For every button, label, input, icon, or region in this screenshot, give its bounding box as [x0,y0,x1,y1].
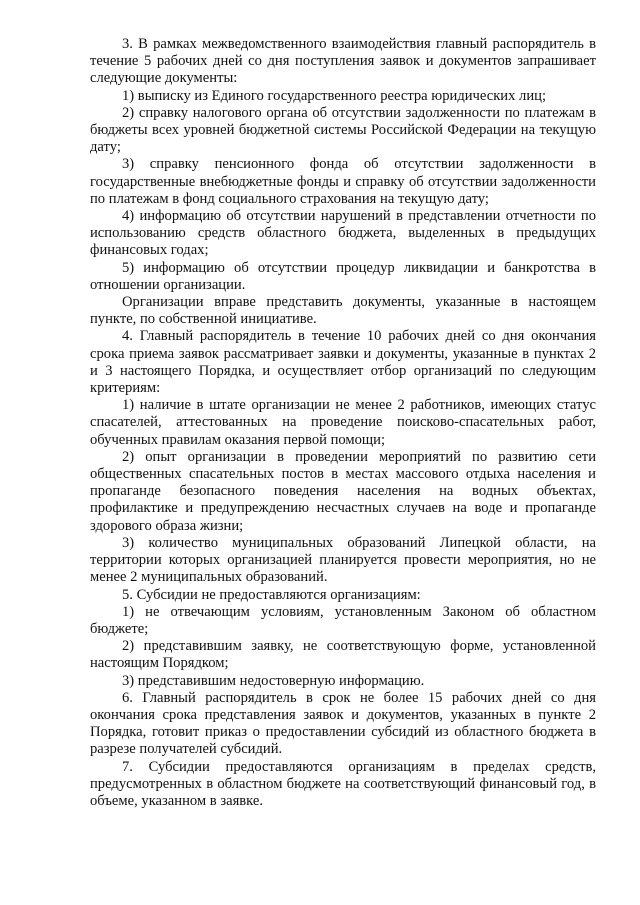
list-item-liquidation-info: 5) информацию об отсутствии процедур ликвидации и банкротства в отношении организации. [90,259,596,293]
paragraph-item-6: 6. Главный распорядитель в срок не более 15 рабочих дней со дня окончания срока представления заявок и документов, указанных в пункте 2 Порядка, готовит приказ о предоставлении субсидий из областного бюджета в разрезе получателей субсидий. [90,689,596,758]
paragraph-own-initiative: Организации вправе представить документы, указанные в настоящем пункте, по собственной инициативе. [90,294,596,328]
list-item-false-info: 3) представившим недостоверную информацию. [122,672,425,689]
list-item-extract: 1) выписку из Единого государственного реестра юридических лиц; [122,87,547,104]
paragraph-item-3: 3. В рамках межведомственного взаимодействия главный распорядитель в течение 5 рабочих дней со дня поступления заявок и документов запрашивает следующие документы: [90,36,596,87]
list-item-tax-certificate: 2) справку налогового органа об отсутствии задолженности по платежам в бюджеты всех уровней бюджетной системы Российской Федерации на текущую дату; [90,104,596,156]
paragraph-item-4: 4. Главный распорядитель в течение 10 рабочих дней со дня окончания срока приема заявок рассматривает заявки и документы, указанные в пунктах 2 и 3 настоящего Порядка, и осуществляет отбор организаций по следующим критериям: [90,328,596,397]
document-page [90,36,596,810]
paragraph-item-5: 5. Субсидии не предоставляются организациям: [122,586,421,603]
list-item-reporting-info: 4) информацию об отсутствии нарушений в представлении отчетности по использованию средств областного бюджета, выделенных в предыдущих финансовых годах; [90,208,596,259]
list-item-conditions: 1) не отвечающим условиям, установленным Законом об областном бюджете; [90,603,596,637]
list-item-municipalities: 3) количество муниципальных образований Липецкой области, на территории которых организацией планируется провести мероприятия, но не менее 2 муниципальных образований. [90,534,596,586]
list-item-rescuers: 1) наличие в штате организации не менее 2 работников, имеющих статус спасателей, аттестованных на проведение поисково-спасательных работ, обученных правилам оказания первой помощи; [90,397,596,448]
list-item-experience: 2) опыт организации в проведении мероприятий по развитию сети общественных спасательных постов в местах массового отдыха населения и пропаганде безопасного поведения населения на водных объектах, профилактике и предупреждению несчастных случаев на воде и пропаганде здорового образа жизни; [90,448,596,534]
list-item-form: 2) представившим заявку, не соответствующую форме, установленной настоящим Порядком; [90,638,596,672]
paragraph-item-7: 7. Субсидии предоставляются организациям в пределах средств, предусмотренных в областном бюджете на соответствующий финансовый год, в объеме, указанном в заявке. [90,758,596,809]
list-item-pension-certificate: 3) справку пенсионного фонда об отсутствии задолженности в государственные внебюджетные фонды и справку об отсутствии задолженности по платежам в фонд социального страхования на текущую дату; [90,156,596,207]
